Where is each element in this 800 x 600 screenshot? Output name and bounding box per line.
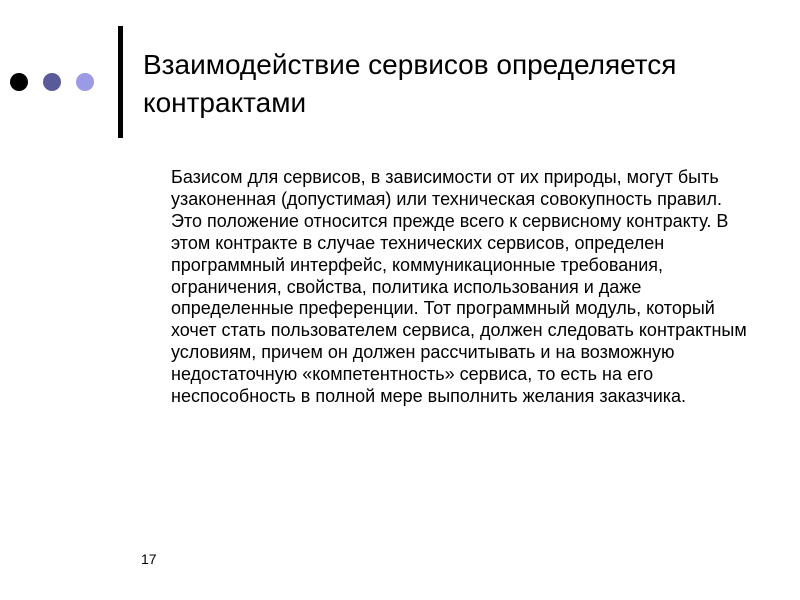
bullet-item [143,167,763,408]
slide-body [143,167,763,408]
bullet-marker [143,167,171,169]
dot-1 [10,73,28,91]
decorative-dots [10,72,109,92]
dot-3 [76,73,94,91]
dot-2 [43,73,61,91]
bullet-text: Базисом для сервисов, в зависимости от их природы, могут быть узаконенная (допустимая) или техническая совокупность правил. Это положение относится прежде всего к сервисному контракту. В этом контракте в случае технических сервисов, определен программный интерфейс, коммуникационные требования, ограничения, свойства, политика использования и даже определенные преференции. Тот программный модуль, который хочет стать пользователем сервиса, должен следовать контрактным условиям, причем он должен рассчитывать и на возможную недостаточную «компетентность» сервиса, то есть на его неспособность в полной мере выполнить желания заказчика. [171,167,747,407]
title-divider-bar [118,26,123,138]
page-number: 17 [141,551,157,567]
slide-title: Взаимодействие сервисов определяется контрактами [143,49,677,118]
